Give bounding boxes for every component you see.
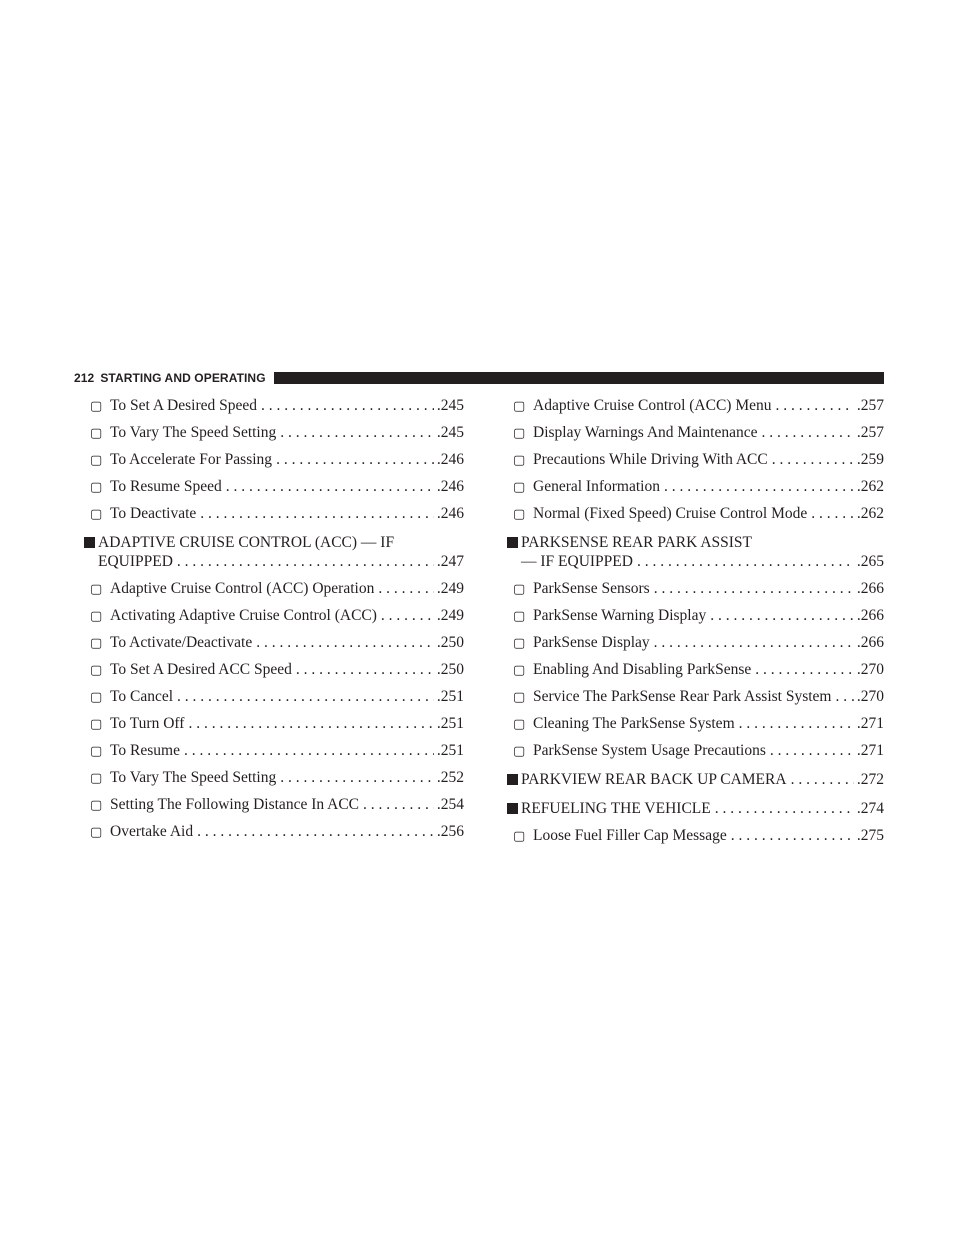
toc-entry-title: ParkSense Display <box>533 634 650 651</box>
toc-section-entry[interactable] <box>507 770 884 789</box>
dot-leader <box>710 606 854 625</box>
toc-entry-title: To Cancel <box>110 688 174 705</box>
toc-entry-page: .245 <box>436 397 464 414</box>
toc-entry[interactable] <box>84 396 464 415</box>
black-square-icon <box>507 537 518 548</box>
checkbox-bullet-icon: ▢ <box>513 426 526 441</box>
checkbox-bullet-icon: ▢ <box>90 480 103 495</box>
checkbox-bullet-icon: ▢ <box>513 480 526 495</box>
dot-leader <box>296 660 434 679</box>
dot-leader <box>226 477 434 496</box>
toc-entry-page: .271 <box>856 742 884 759</box>
toc-entry-page: .275 <box>856 827 884 844</box>
toc-entry[interactable] <box>84 579 464 598</box>
toc-entry[interactable] <box>507 714 884 733</box>
toc-section-title: ADAPTIVE CRUISE CONTROL (ACC) — IF <box>98 534 395 551</box>
toc-right-column <box>507 388 884 845</box>
checkbox-bullet-icon: ▢ <box>513 663 526 678</box>
toc-entry-title: To Vary The Speed Setting <box>110 424 277 441</box>
toc-entry[interactable] <box>507 504 884 523</box>
toc-entry-page: .249 <box>436 607 464 624</box>
toc-entry-page: .246 <box>436 451 464 468</box>
checkbox-bullet-icon: ▢ <box>90 453 103 468</box>
toc-section-entry[interactable] <box>507 799 884 818</box>
toc-entry[interactable] <box>84 795 464 814</box>
toc-entry[interactable] <box>84 504 464 523</box>
toc-entry-title: Normal (Fixed Speed) Cruise Control Mode <box>533 505 808 522</box>
checkbox-bullet-icon: ▢ <box>513 582 526 597</box>
toc-entry-title: Precautions While Driving With ACC <box>533 451 768 468</box>
toc-section-title: PARKSENSE REAR PARK ASSIST <box>521 534 753 551</box>
dot-leader <box>381 606 434 625</box>
toc-entry[interactable] <box>84 768 464 787</box>
toc-entry[interactable] <box>84 714 464 733</box>
toc-section-title-continued <box>521 552 884 571</box>
dot-leader <box>378 579 434 598</box>
toc-entry-title: Adaptive Cruise Control (ACC) Menu <box>533 397 772 414</box>
dot-leader <box>772 450 854 469</box>
toc-entry[interactable] <box>84 633 464 652</box>
toc-entry[interactable] <box>84 822 464 841</box>
toc-entry[interactable] <box>507 477 884 496</box>
dot-leader <box>791 770 854 789</box>
toc-entry-page: .262 <box>856 478 884 495</box>
toc-section-title-line2: — IF EQUIPPED <box>521 553 633 570</box>
toc-entry-page: .270 <box>856 661 884 678</box>
toc-entry-page: .245 <box>436 424 464 441</box>
header-rule <box>274 372 884 384</box>
checkbox-bullet-icon: ▢ <box>90 582 103 597</box>
black-square-icon <box>507 803 518 814</box>
toc-entry[interactable] <box>507 606 884 625</box>
toc-entry-page: .274 <box>856 800 884 817</box>
checkbox-bullet-icon: ▢ <box>90 399 103 414</box>
toc-entry[interactable] <box>84 606 464 625</box>
checkbox-bullet-icon: ▢ <box>513 717 526 732</box>
checkbox-bullet-icon: ▢ <box>513 609 526 624</box>
dot-leader <box>280 768 434 787</box>
checkbox-bullet-icon: ▢ <box>90 771 103 786</box>
dot-leader <box>761 423 853 442</box>
toc-entry-page: .266 <box>856 634 884 651</box>
toc-entry-title: To Resume Speed <box>110 478 222 495</box>
dot-leader <box>811 504 854 523</box>
checkbox-bullet-icon: ▢ <box>513 636 526 651</box>
toc-entry[interactable] <box>507 396 884 415</box>
dot-leader <box>664 477 854 496</box>
checkbox-bullet-icon: ▢ <box>90 663 103 678</box>
toc-entry-title: To Set A Desired Speed <box>110 397 258 414</box>
toc-entry-page: .270 <box>856 688 884 705</box>
toc-section-title: PARKVIEW REAR BACK UP CAMERA <box>521 771 787 788</box>
toc-section-title-line2: EQUIPPED <box>98 553 173 570</box>
black-square-icon <box>84 537 95 548</box>
dot-leader <box>637 552 854 571</box>
checkbox-bullet-icon: ▢ <box>90 690 103 705</box>
checkbox-bullet-icon: ▢ <box>90 717 103 732</box>
toc-entry-title: Setting The Following Distance In ACC <box>110 796 359 813</box>
toc-entry-title: Loose Fuel Filler Cap Message <box>533 827 727 844</box>
toc-entry-title: Adaptive Cruise Control (ACC) Operation <box>110 580 375 597</box>
toc-entry-title: To Vary The Speed Setting <box>110 769 277 786</box>
toc-entry-page: .271 <box>856 715 884 732</box>
toc-entry-title: Service The ParkSense Rear Park Assist System <box>533 688 832 705</box>
toc-entry-title: To Deactivate <box>110 505 197 522</box>
toc-section-title-continued <box>98 552 464 571</box>
toc-entry[interactable] <box>507 579 884 598</box>
section-title: STARTING AND OPERATING <box>100 371 266 385</box>
page-header <box>74 370 884 386</box>
dot-leader <box>715 799 854 818</box>
toc-entry-title: To Set A Desired ACC Speed <box>110 661 292 678</box>
toc-entry-page: .251 <box>436 742 464 759</box>
dot-leader <box>177 552 434 571</box>
dot-leader <box>363 795 434 814</box>
toc-entry-page: .262 <box>856 505 884 522</box>
toc-entry-title: Display Warnings And Maintenance <box>533 424 758 441</box>
toc-entry-page: .252 <box>436 769 464 786</box>
dot-leader <box>188 714 433 733</box>
dot-leader <box>261 396 434 415</box>
dot-leader <box>280 423 434 442</box>
toc-entry-page: .249 <box>436 580 464 597</box>
toc-entry[interactable] <box>507 633 884 652</box>
toc-entry-title: Cleaning The ParkSense System <box>533 715 735 732</box>
checkbox-bullet-icon: ▢ <box>90 636 103 651</box>
toc-entry-title: Enabling And Disabling ParkSense <box>533 661 752 678</box>
toc-section-entry[interactable] <box>507 533 884 571</box>
toc-entry[interactable] <box>84 477 464 496</box>
toc-entry[interactable] <box>84 741 464 760</box>
dot-leader <box>654 633 854 652</box>
toc-section-entry[interactable] <box>84 533 464 571</box>
toc-entry-page: .257 <box>856 424 884 441</box>
dot-leader <box>276 450 434 469</box>
toc-entry-page: .265 <box>856 553 884 570</box>
toc-entry-page: .256 <box>436 823 464 840</box>
black-square-icon <box>507 774 518 785</box>
dot-leader <box>654 579 854 598</box>
dot-leader <box>200 504 434 523</box>
dot-leader <box>731 826 854 845</box>
checkbox-bullet-icon: ▢ <box>90 798 103 813</box>
dot-leader <box>197 822 434 841</box>
toc-entry[interactable] <box>507 660 884 679</box>
checkbox-bullet-icon: ▢ <box>90 609 103 624</box>
toc-entry-title: ParkSense System Usage Precautions <box>533 742 766 759</box>
toc-entry-title: To Turn Off <box>110 715 185 732</box>
toc-entry-page: .246 <box>436 478 464 495</box>
page-number: 212 <box>74 371 95 385</box>
checkbox-bullet-icon: ▢ <box>513 453 526 468</box>
toc-entry[interactable] <box>507 423 884 442</box>
toc-entry-page: .251 <box>436 715 464 732</box>
checkbox-bullet-icon: ▢ <box>90 744 103 759</box>
toc-entry[interactable] <box>507 450 884 469</box>
checkbox-bullet-icon: ▢ <box>90 426 103 441</box>
toc-entry-title: To Resume <box>110 742 180 759</box>
toc-left-column <box>84 388 464 841</box>
dot-leader <box>770 741 854 760</box>
toc-entry-page: .266 <box>856 580 884 597</box>
toc-entry-page: .272 <box>856 771 884 788</box>
dot-leader <box>184 741 434 760</box>
toc-entry-title: To Accelerate For Passing <box>110 451 273 468</box>
toc-entry[interactable] <box>507 687 884 706</box>
toc-entry[interactable] <box>507 826 884 845</box>
toc-entry-page: .257 <box>856 397 884 414</box>
dot-leader <box>776 396 854 415</box>
toc-entry[interactable] <box>84 660 464 679</box>
toc-entry-page: .247 <box>436 553 464 570</box>
toc-entry-title: ParkSense Sensors <box>533 580 650 597</box>
dot-leader <box>755 660 854 679</box>
toc-entry[interactable] <box>84 423 464 442</box>
toc-entry[interactable] <box>507 741 884 760</box>
toc-entry-title: To Activate/Deactivate <box>110 634 253 651</box>
checkbox-bullet-icon: ▢ <box>90 825 103 840</box>
toc-entry-page: .250 <box>436 634 464 651</box>
checkbox-bullet-icon: ▢ <box>513 744 526 759</box>
dot-leader <box>256 633 434 652</box>
toc-entry[interactable] <box>84 450 464 469</box>
dot-leader <box>739 714 854 733</box>
toc-entry-page: .246 <box>436 505 464 522</box>
toc-entry-page: .259 <box>856 451 884 468</box>
toc-entry-title: Overtake Aid <box>110 823 194 840</box>
toc-entry-title: Activating Adaptive Cruise Control (ACC) <box>110 607 377 624</box>
toc-entry[interactable] <box>84 687 464 706</box>
checkbox-bullet-icon: ▢ <box>513 507 526 522</box>
toc-entry-page: .266 <box>856 607 884 624</box>
checkbox-bullet-icon: ▢ <box>513 399 526 414</box>
toc-entry-page: .250 <box>436 661 464 678</box>
toc-entry-title: ParkSense Warning Display <box>533 607 707 624</box>
checkbox-bullet-icon: ▢ <box>90 507 103 522</box>
toc-entry-title: General Information <box>533 478 660 495</box>
dot-leader <box>835 687 853 706</box>
toc-entry-page: .251 <box>436 688 464 705</box>
checkbox-bullet-icon: ▢ <box>513 690 526 705</box>
toc-section-title: REFUELING THE VEHICLE <box>521 800 711 817</box>
toc-entry-page: .254 <box>436 796 464 813</box>
dot-leader <box>177 687 434 706</box>
checkbox-bullet-icon: ▢ <box>513 829 526 844</box>
